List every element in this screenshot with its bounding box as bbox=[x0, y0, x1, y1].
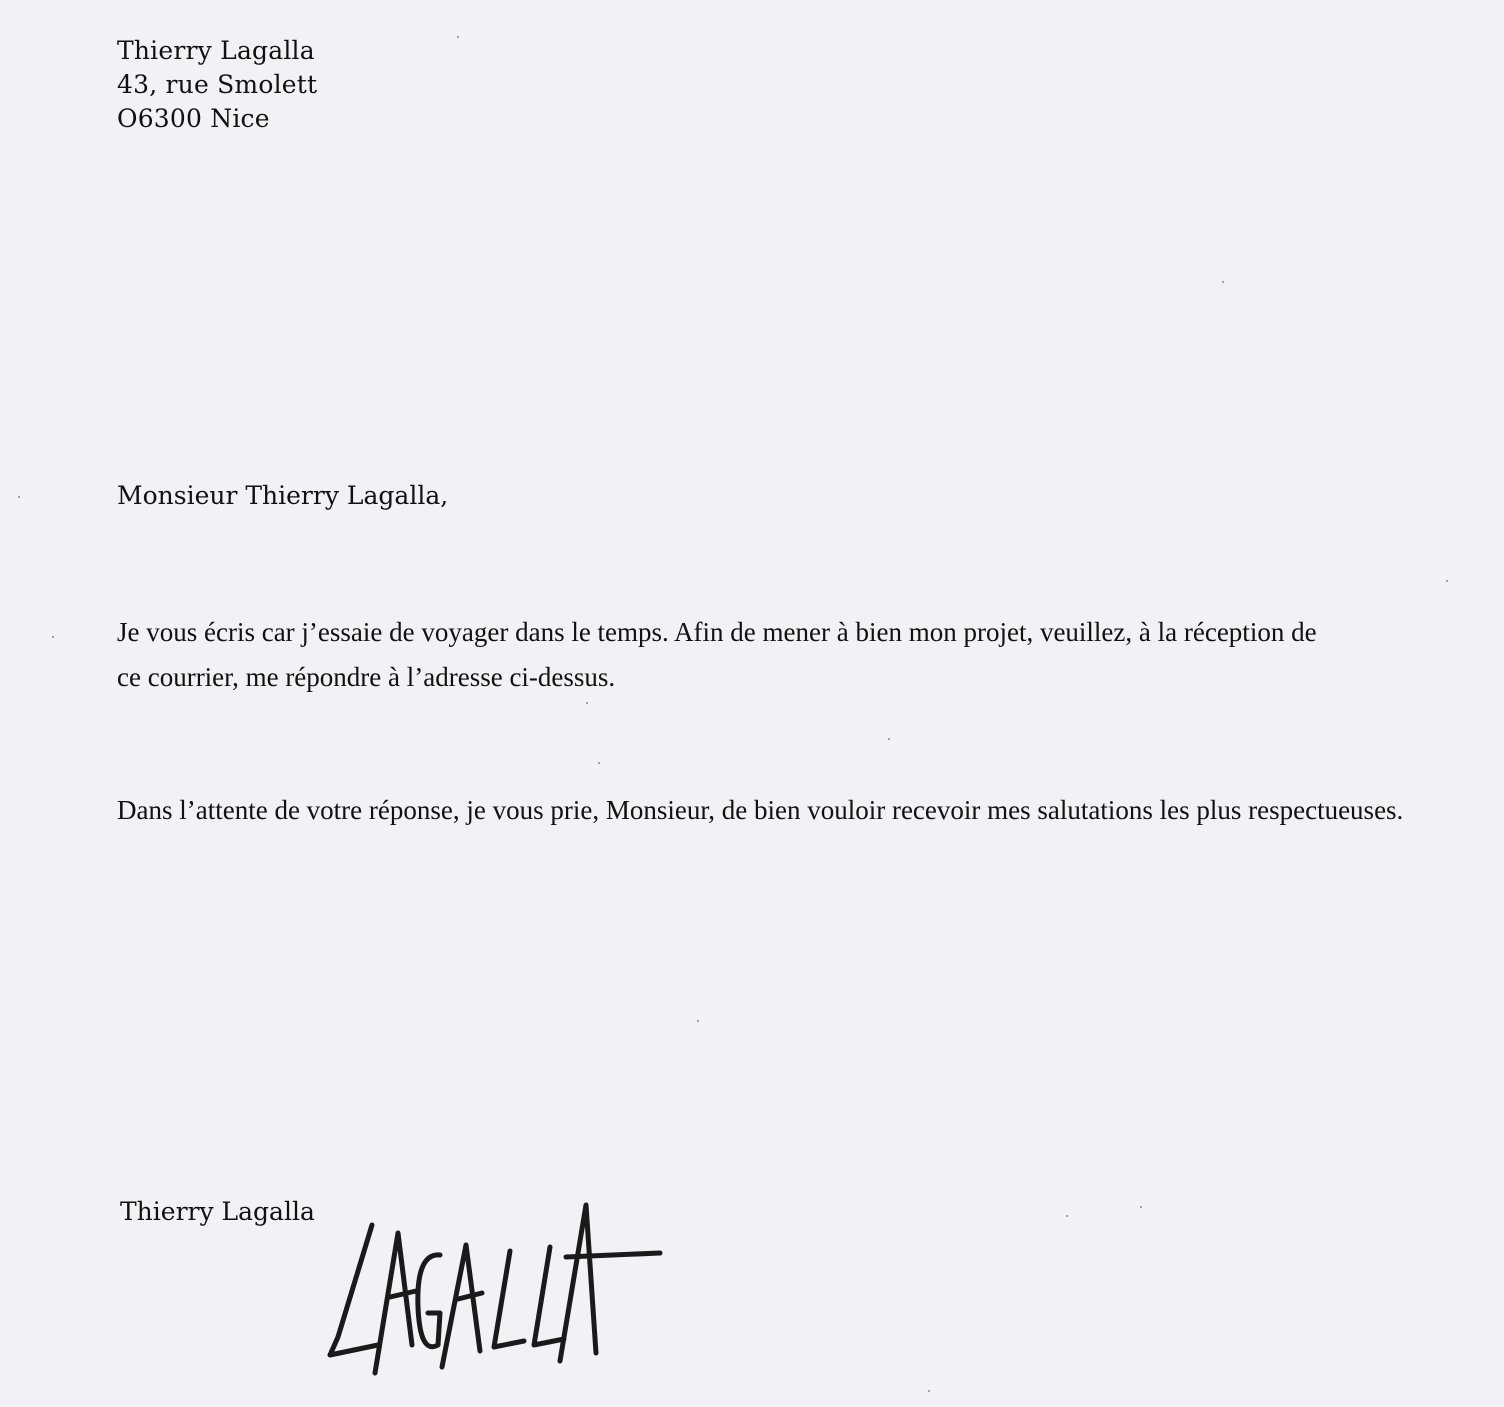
handwritten-signature bbox=[320, 1195, 670, 1380]
signer-name: Thierry Lagalla bbox=[120, 1197, 315, 1226]
sender-name: Thierry Lagalla bbox=[117, 36, 315, 65]
body-paragraph-2: Dans l’attente de votre réponse, je vous prie, Monsieur, de bien vouloir recevoir mes salutations les plus respectueuses. bbox=[117, 795, 1404, 825]
body-paragraph-1: Je vous écris car j’essaie de voyager dans le temps. Afin de mener à bien mon projet, veuillez, à la réception de ce courrier, me répondre à l’adresse ci-dessus. bbox=[117, 617, 1317, 692]
sender-city: O6300 Nice bbox=[117, 104, 270, 133]
sender-address bbox=[117, 34, 317, 136]
sender-street: 43, rue Smolett bbox=[117, 70, 318, 99]
salutation: Monsieur Thierry Lagalla, bbox=[117, 481, 449, 510]
